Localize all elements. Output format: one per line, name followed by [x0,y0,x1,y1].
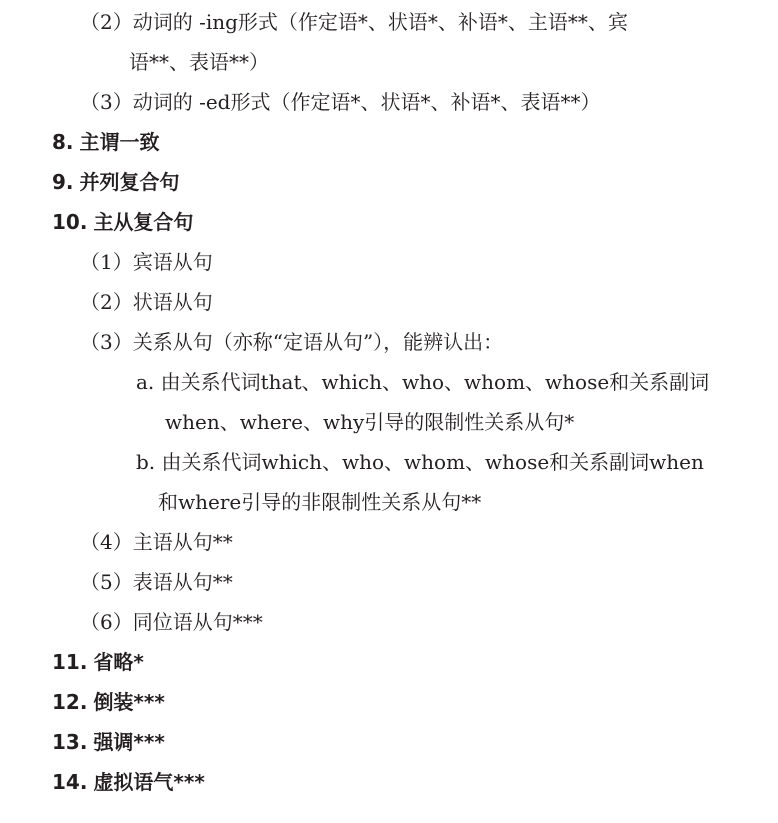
section-heading-9 [52,162,180,202]
section-number: 14. [52,770,88,794]
sub-item-text: （3）关系从句（亦称“定语从句”），能辨认出： [80,330,504,354]
bullet-item-b [136,442,704,482]
section-title: 主谓一致 [79,130,160,154]
section-number: 10. [52,210,88,234]
section-title: 强调*** [93,730,165,754]
section-number: 11. [52,650,88,674]
section-title: 虚拟语气*** [93,770,205,794]
sub-item-ing-form [80,2,628,42]
section-number: 9. [52,170,74,194]
section-number: 12. [52,690,88,714]
sub-item-relative-clause [80,322,503,362]
sub-item-text: （6）同位语从句*** [80,610,263,634]
sub-item-text: （2）动词的 -ing形式（作定语*、状语*、补语*、主语**、宾 [80,10,628,34]
section-number: 8. [52,130,74,154]
bullet-item-b-continued [158,482,481,522]
section-heading-12 [52,682,165,722]
bullet-text: b. 由关系代词which、who、whom、whose和关系副词when [136,450,704,474]
section-title: 倒装*** [93,690,165,714]
bullet-text: when、where、why引导的限制性关系从句* [165,410,575,434]
bullet-text: 和where引导的非限制性关系从句** [158,490,482,514]
section-title: 主从复合句 [93,210,194,234]
section-heading-13 [52,722,165,762]
section-heading-14 [52,762,205,802]
sub-item-text: （4）主语从句** [80,530,233,554]
section-title: 并列复合句 [79,170,180,194]
bullet-item-a [136,362,709,402]
sub-item-ed-form [80,82,600,122]
section-heading-10 [52,202,193,242]
bullet-item-a-continued [165,402,574,442]
sub-item-appositive-clause [80,602,263,642]
section-number: 13. [52,730,88,754]
section-heading-11 [52,642,144,682]
sub-item-adverbial-clause [80,282,213,322]
sub-item-text: （1）宾语从句 [80,250,213,274]
sub-item-ing-form-continued [129,42,269,82]
sub-item-text: 语**、表语**） [129,50,269,74]
bullet-text: a. 由关系代词that、which、who、whom、whose和关系副词 [136,370,710,394]
sub-item-subject-clause [80,522,233,562]
sub-item-text: （5）表语从句** [80,570,233,594]
sub-item-predicative-clause [80,562,233,602]
section-title: 省略* [93,650,144,674]
sub-item-text: （2）状语从句 [80,290,213,314]
sub-item-object-clause [80,242,213,282]
section-heading-8 [52,122,160,162]
sub-item-text: （3）动词的 -ed形式（作定语*、状语*、补语*、表语**） [80,90,601,114]
